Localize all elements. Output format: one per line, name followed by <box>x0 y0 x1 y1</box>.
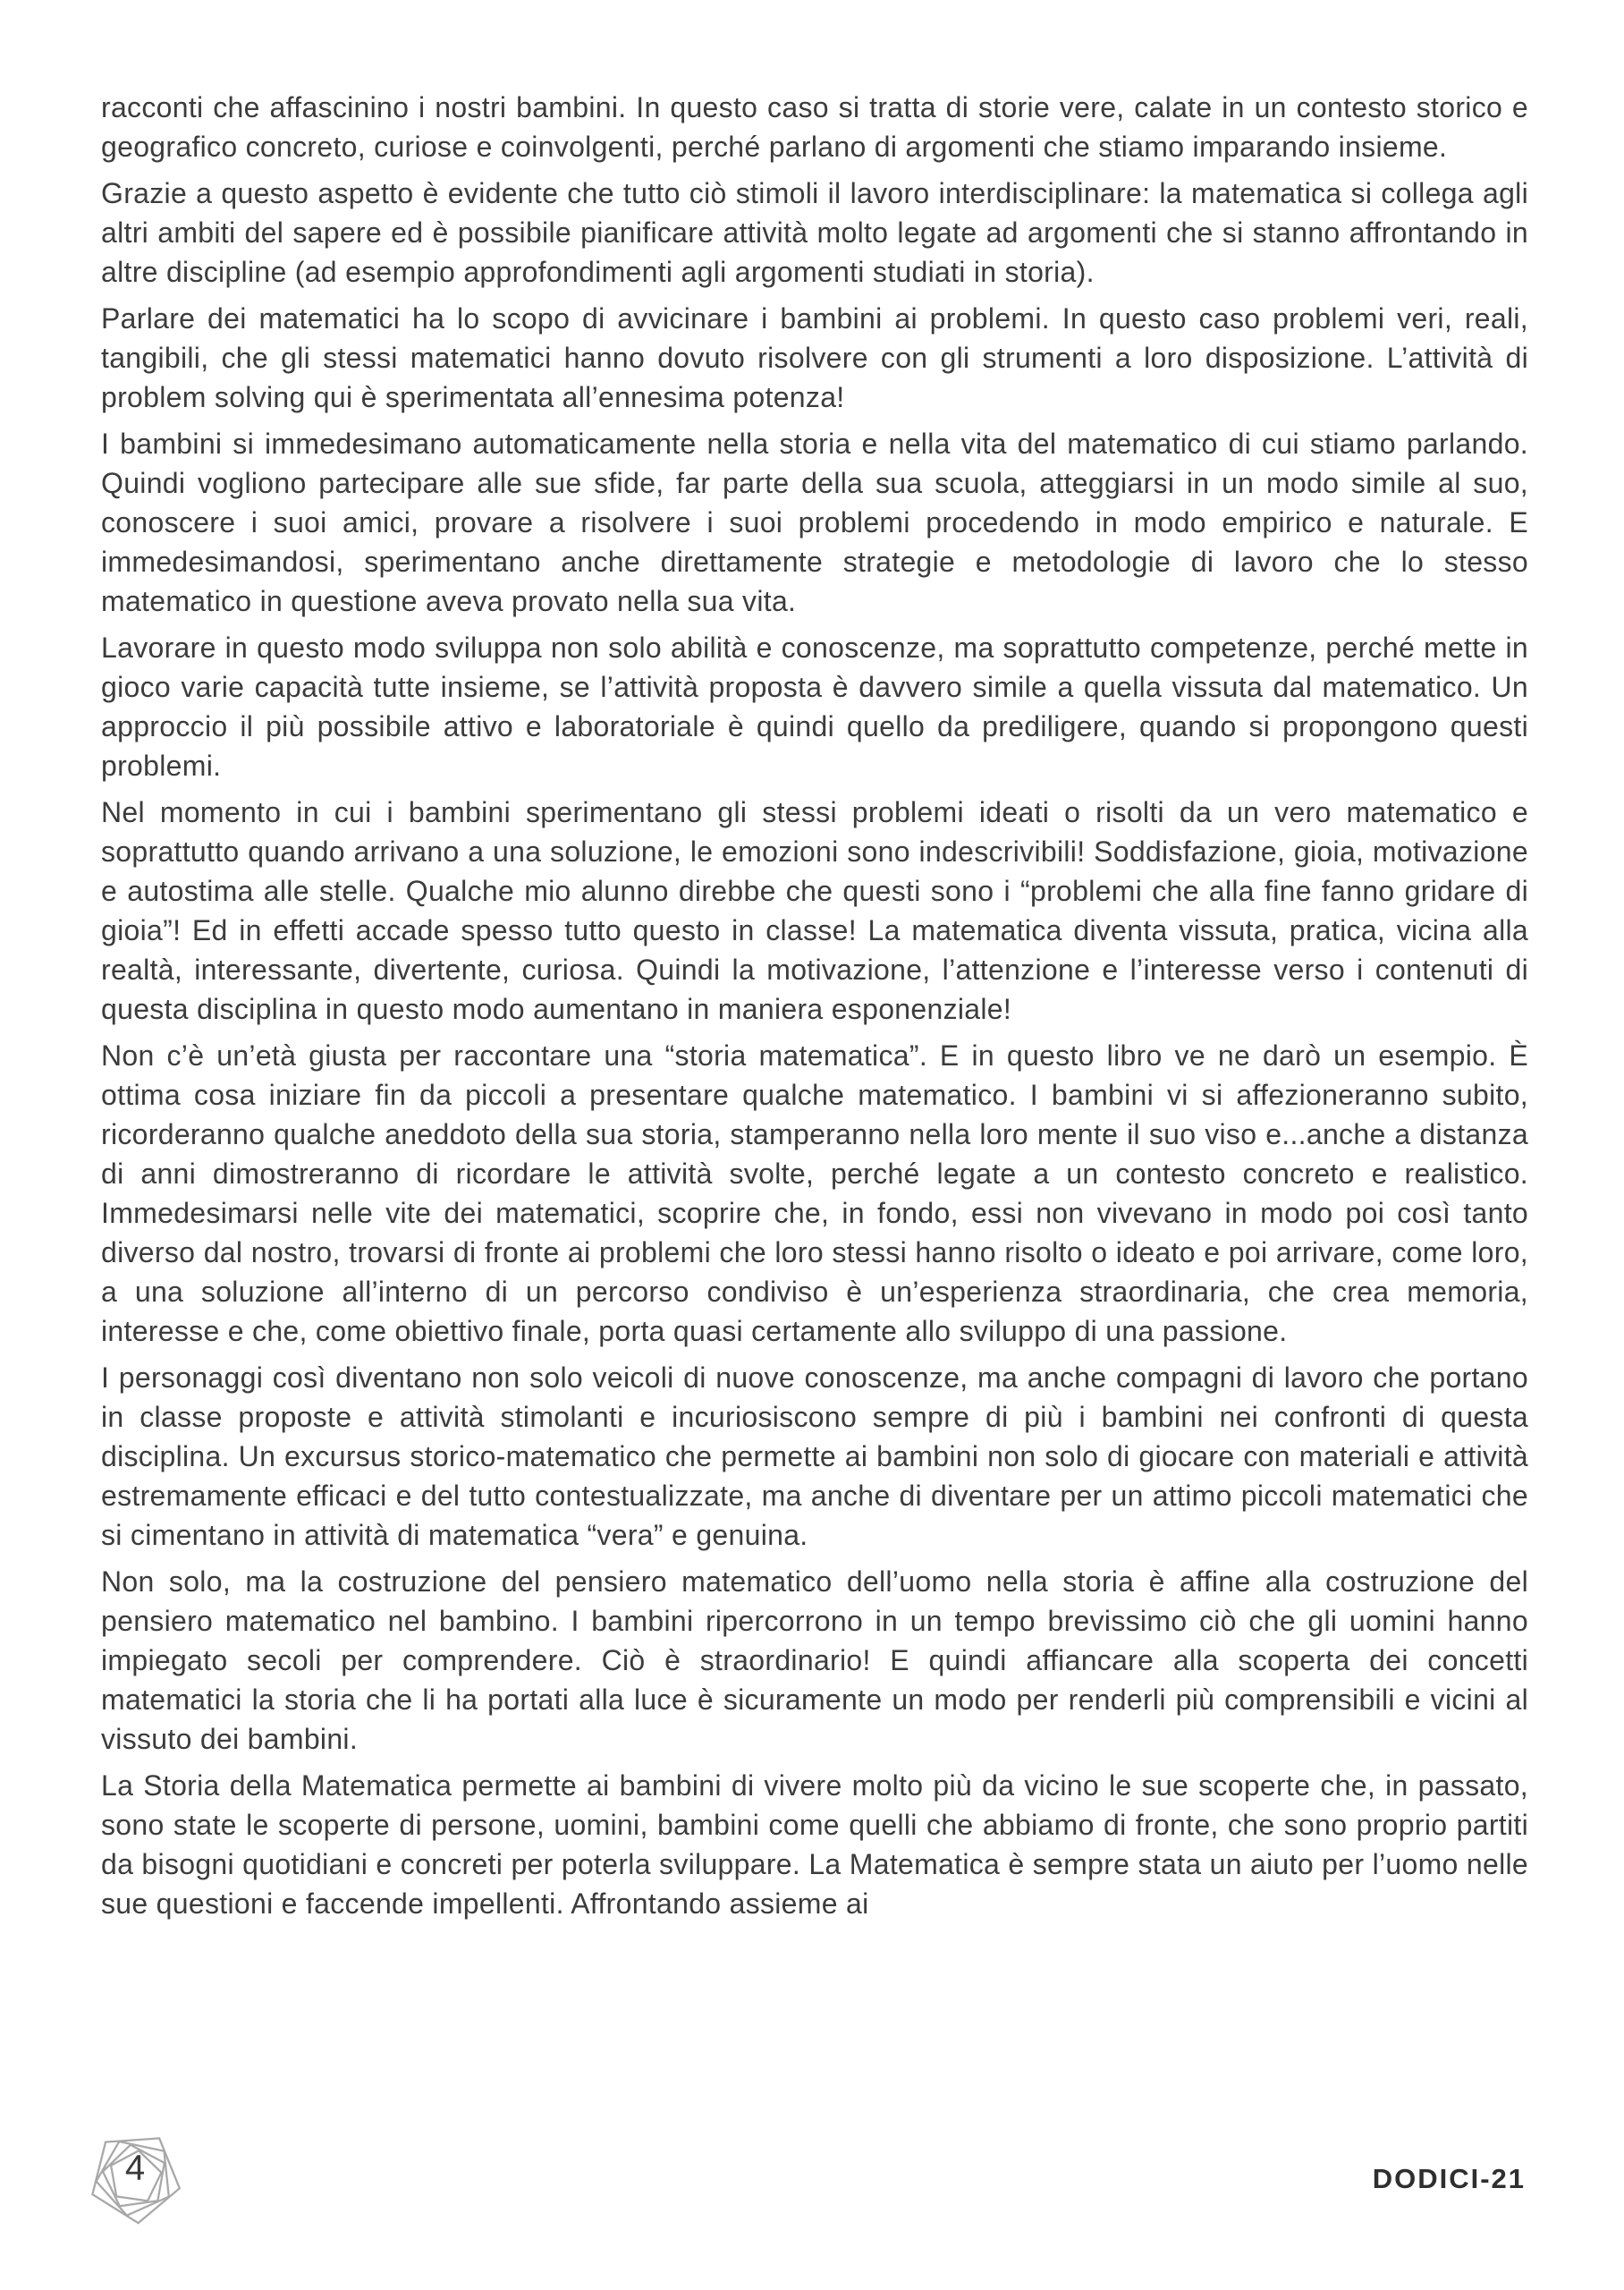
paragraph: racconti che affascinino i nostri bambini. In questo caso si tratta di storie vere, calate in un contesto storico e geografico concreto, curiose e coinvolgenti, perché parlano di argomenti che stiamo imparando insieme. <box>101 91 1528 163</box>
paragraph: La Storia della Matematica permette ai bambini di vivere molto più da vicino le sue scoperte che, in passato, sono state le scoperte di persone, uomini, bambini come quelli che abbiamo di fronte, che sono proprio partiti da bisogni quotidiani e concreti per poterla sviluppare. La Matematica è sempre stata un aiuto per l’uomo nelle sue questioni e faccende impellenti. Affrontando assieme ai <box>101 1769 1528 1920</box>
paragraph: I personaggi così diventano non solo veicoli di nuove conoscenze, ma anche compagni di lavoro che portano in classe proposte e attività stimolanti e incuriosiscono sempre di più i bambini nei confronti di questa disciplina. Un excursus storico-matematico che permette ai bambini non solo di giocare con materiali e attività estremamente efficaci e del tutto contestualizzate, ma anche di diventare per un attimo piccoli matematici che si cimentano in attività di matematica “vera” e genuina. <box>101 1361 1528 1551</box>
paragraph: Nel momento in cui i bambini sperimentano gli stessi problemi ideati o risolti da un vero matematico e soprattutto quando arrivano a una soluzione, le emozioni sono indescrivibili! Soddisfazione, gioia, motivazione e autostima alle stelle. Qualche mio alunno direbbe che questi sono i “problemi che alla fine fanno gridare di gioia”! Ed in effetti accade spesso tutto questo in classe! La matematica diventa vissuta, pratica, vicina alla realtà, interessante, divertente, curiosa. Quindi la motivazione, l’attenzione e l’interesse verso i contenuti di questa disciplina in questo modo aumentano in maniera esponenziale! <box>101 796 1528 1025</box>
collection-label: DODICI-21 <box>1372 2163 1526 2194</box>
page-number: 4 <box>124 2148 146 2188</box>
paragraph: Lavorare in questo modo sviluppa non solo abilità e conoscenze, ma soprattutto competenze, perché mette in gioco varie capacità tutte insieme, se l’attività proposta è davvero simile a quella vissuta dal matematico. Un approccio il più possibile attivo e laboratoriale è quindi quello da prediligere, quando si propongono questi problemi. <box>101 632 1528 782</box>
paragraph: Parlare dei matematici ha lo scopo di avvicinare i bambini ai problemi. In questo caso problemi veri, reali, tangibili, che gli stessi matematici hanno dovuto risolvere con gli strumenti a loro disposizione. L’attività di problem solving qui è sperimentata all’ennesima potenza! <box>101 302 1528 413</box>
paragraph: Non solo, ma la costruzione del pensiero matematico dell’uomo nella storia è affine alla costruzione del pensiero matematico nel bambino. I bambini ripercorrono in un tempo brevissimo ciò che gli uomini hanno impiegato secoli per comprendere. Ciò è straordinario! E quindi affiancare alla scoperta dei concetti matematici la storia che li ha portati alla luce è sicuramente un modo per renderli più comprensibili e vicini al vissuto dei bambini. <box>101 1565 1528 1755</box>
pentagon-spiral-icon <box>84 2124 186 2227</box>
paragraph: Non c’è un’età giusta per raccontare una “storia matematica”. E in questo libro ve ne darò un esempio. È ottima cosa iniziare fin da piccoli a presentare qualche matematico. I bambini vi si affezioneranno subito, ricorderanno qualche aneddoto della sua storia, stamperanno nella loro mente il suo viso e...anche a distanza di anni dimostreranno di ricordare le attività svolte, perché legate a un contesto concreto e realistico. Immedesimarsi nelle vite dei matematici, scoprire che, in fondo, essi non vivevano in modo poi così tanto diverso dal nostro, trovarsi di fronte ai problemi che loro stessi hanno risolto o ideato e poi arrivare, come loro, a una soluzione all’interno di un percorso condiviso è un’esperienza straordinaria, che crea memoria, interesse e che, come obiettivo finale, porta quasi certamente allo sviluppo di una passione. <box>101 1039 1528 1347</box>
paragraph: I bambini si immedesimano automaticamente nella storia e nella vita del matematico di cui stiamo parlando. Quindi vogliono partecipare alle sue sfide, far parte della sua scuola, atteggiarsi in un modo simile al suo, conoscere i suoi amici, provare a risolvere i suoi problemi procedendo in modo empirico e naturale. E immedesimandosi, sperimentano anche direttamente strategie e metodologie di lavoro che lo stesso matematico in questione aveva provato nella sua vita. <box>101 428 1528 617</box>
body-text <box>101 88 1528 1930</box>
paragraph: Grazie a questo aspetto è evidente che tutto ciò stimoli il lavoro interdisciplinare: la matematica si collega agli altri ambiti del sapere ed è possibile pianificare attività molto legate ad argomenti che si stanno affrontando in altre discipline (ad esempio approfondimenti agli argomenti studiati in storia). <box>101 177 1528 288</box>
